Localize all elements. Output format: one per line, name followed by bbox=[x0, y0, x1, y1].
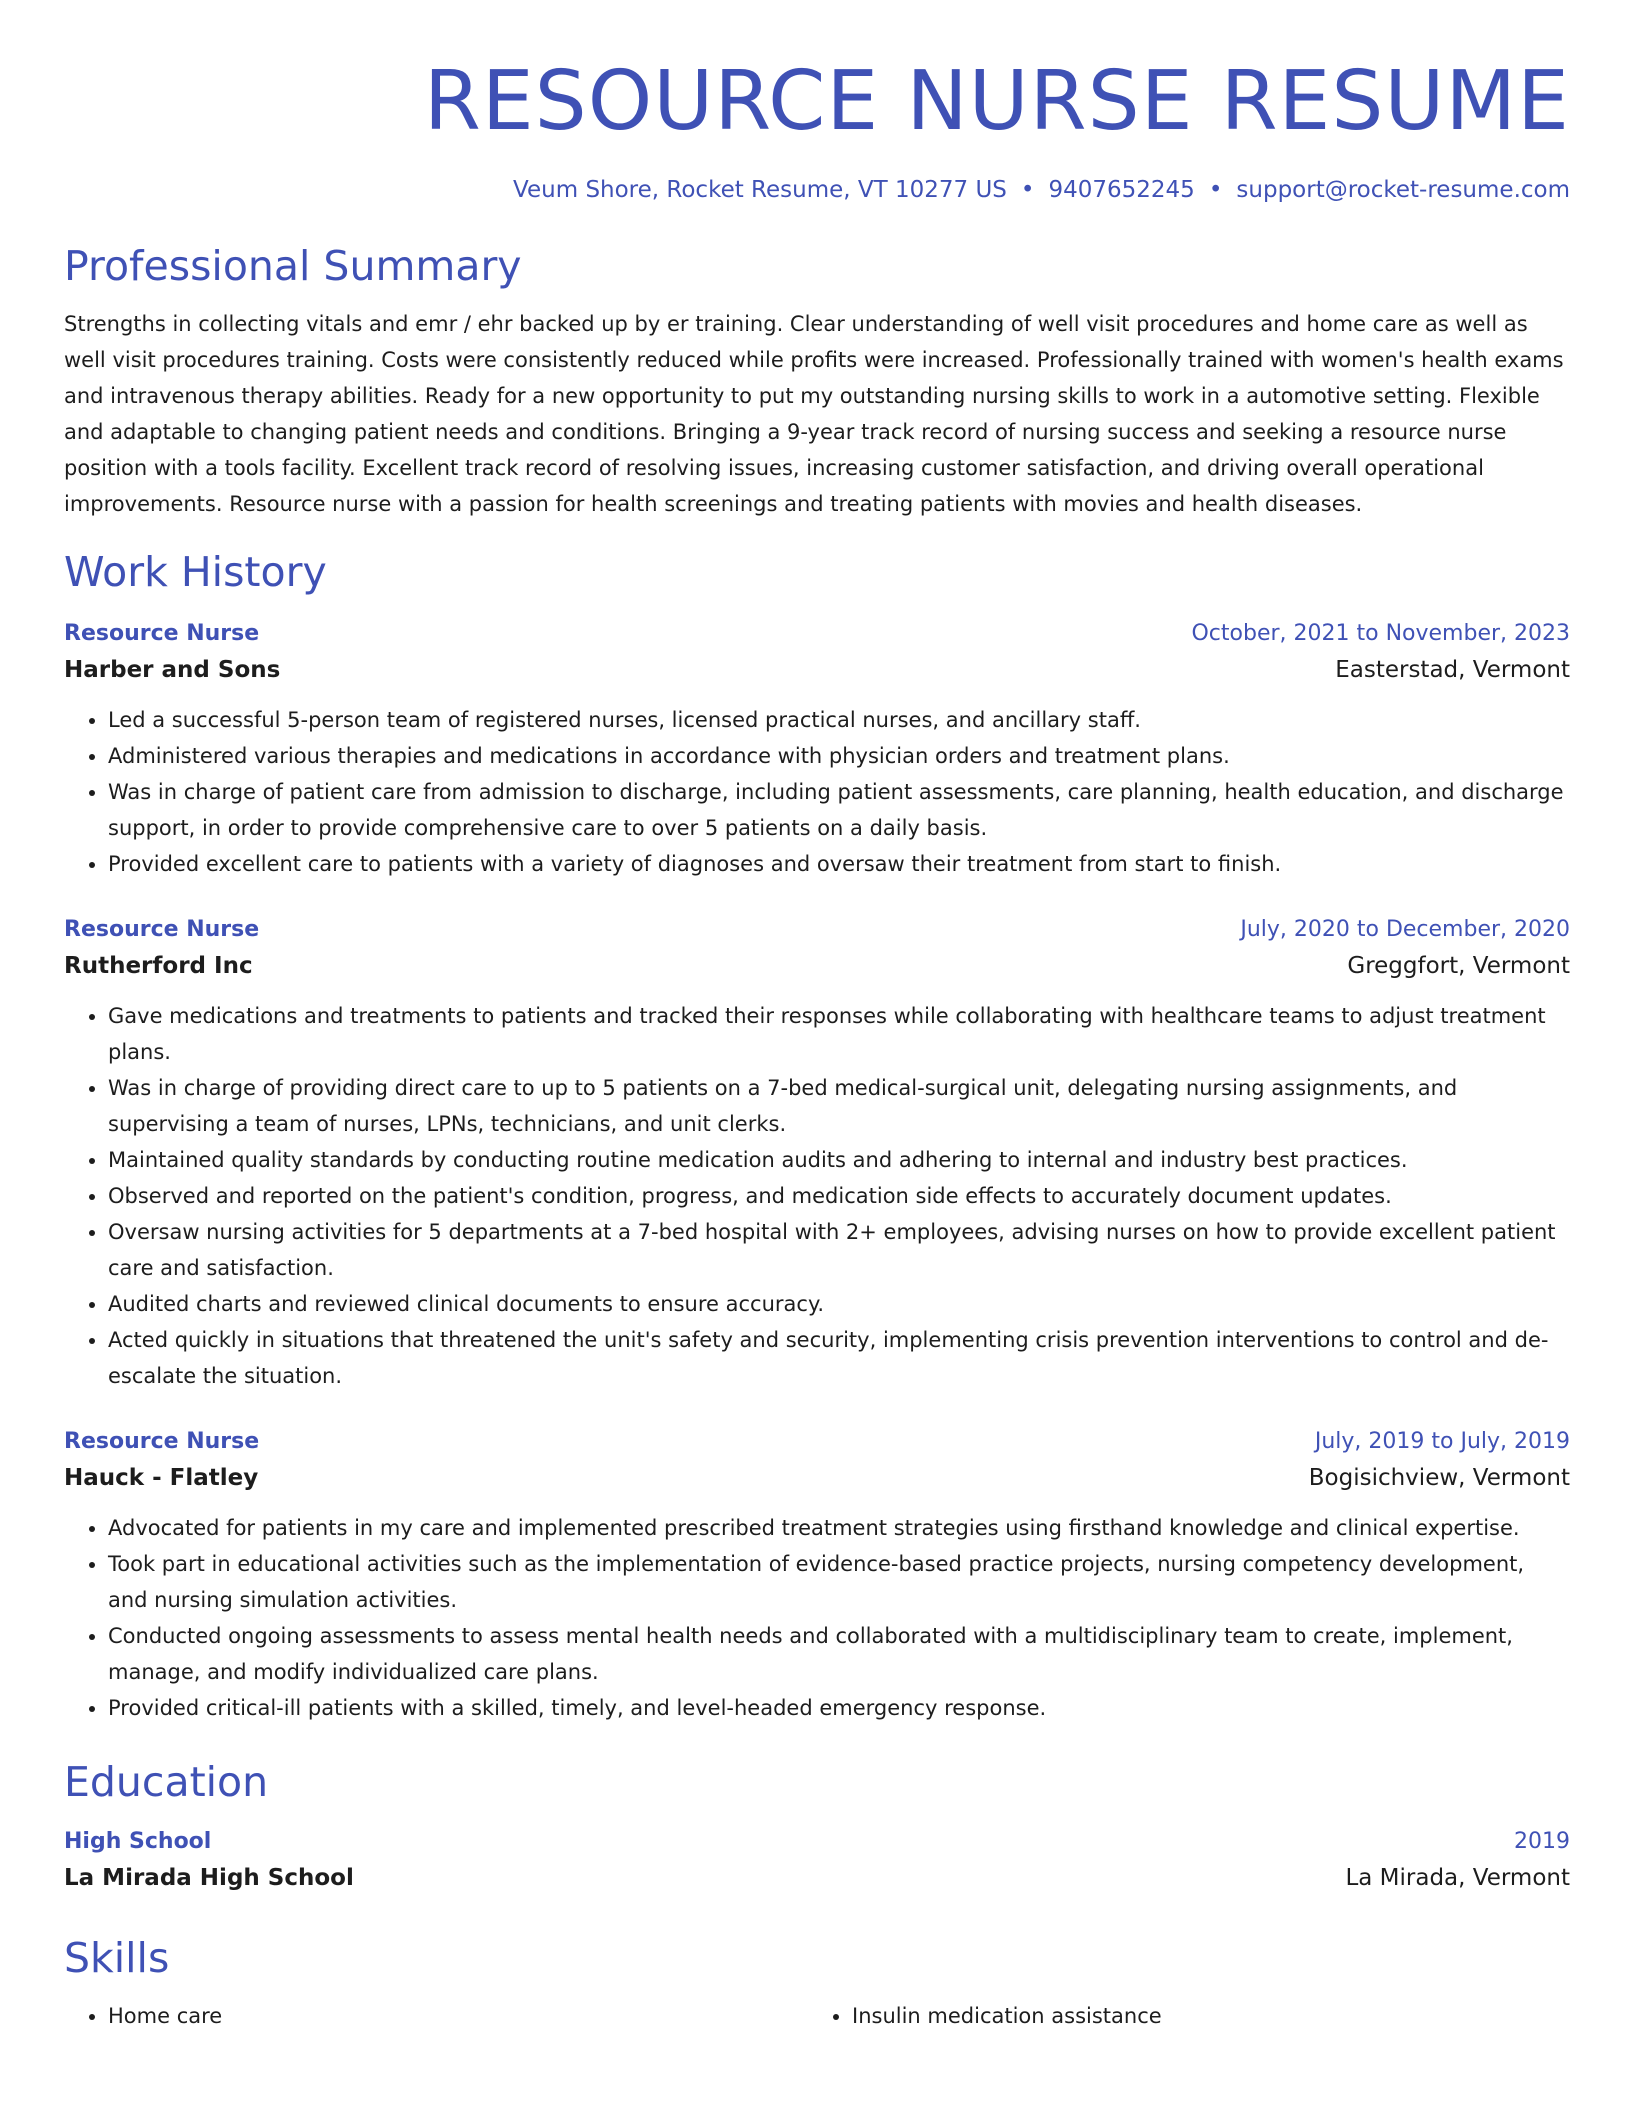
resume-page bbox=[64, 0, 1570, 2034]
job-dates: October, 2021 to November, 2023 bbox=[1191, 621, 1570, 646]
job-bullet: • Observed and reported on the patient's condition, progress, and medication side effects to accurately document updates. bbox=[108, 1178, 1570, 1214]
job-bullet: • Took part in educational activities such as the implementation of evidence-based practice projects, nursing competency development, and nursing simulation activities. bbox=[108, 1546, 1570, 1618]
job-bullet: • Audited charts and reviewed clinical documents to ensure accuracy. bbox=[108, 1286, 1570, 1322]
job-bullet: • Was in charge of providing direct care to up to 5 patients on a 7-bed medical-surgical unit, delegating nursing assignments, and supervising a team of nurses, LPNs, technicians, and unit clerks. bbox=[108, 1070, 1570, 1142]
education-entry bbox=[64, 1824, 1570, 1896]
section-title-education: Education bbox=[64, 1758, 269, 1806]
skills-column bbox=[808, 1998, 1552, 2034]
job-entry bbox=[64, 1424, 1570, 1726]
section-title-work-history: Work History bbox=[64, 548, 327, 596]
summary-text: Strengths in collecting vitals and emr / ehr backed up by er training. Clear understanding of well visit procedures and home care as well as well visit procedures training. Costs were consistently reduced while profits were increased. Professionally trained with women's health exams and intravenous therapy abilities. Ready for a new opportunity to put my outstanding nursing skills to work in a automotive setting. Flexible and adaptable to changing patient needs and conditions. Bringing a 9-year track record of nursing success and seeking a resource nurse position with a tools facility. Excellent track record of resolving issues, increasing customer satisfaction, and driving overall operational improvements. Resource nurse with a passion for health screenings and treating patients with movies and health diseases. bbox=[64, 312, 1564, 516]
contact-separator: • bbox=[1020, 177, 1035, 203]
job-bullet: • Gave medications and treatments to patients and tracked their responses while collaborating with healthcare teams to adjust treatment plans. bbox=[108, 998, 1570, 1070]
contact-separator: • bbox=[1208, 177, 1223, 203]
job-title: Resource Nurse bbox=[64, 1429, 260, 1454]
contact-phone: 9407652245 bbox=[1048, 177, 1195, 203]
job-bullet: • Oversaw nursing activities for 5 departments at a 7-bed hospital with 2+ employees, advising nurses on how to provide excellent patient care and satisfaction. bbox=[108, 1214, 1570, 1286]
skill-item: • Home care bbox=[108, 1998, 808, 2034]
skill-item: • Insulin medication assistance bbox=[852, 1998, 1552, 2034]
contact-line bbox=[64, 174, 1570, 206]
education-year: 2019 bbox=[1514, 1829, 1570, 1854]
skills-list bbox=[64, 1998, 1570, 2034]
resume-title: RESOURCE NURSE RESUME bbox=[423, 54, 1570, 149]
skills-column bbox=[64, 1998, 808, 2034]
job-bullet: • Provided critical-ill patients with a skilled, timely, and level-headed emergency response. bbox=[108, 1690, 1570, 1726]
job-bullet: • Provided excellent care to patients with a variety of diagnoses and oversaw their treatment from start to finish. bbox=[108, 846, 1570, 882]
job-company: Harber and Sons bbox=[64, 657, 281, 683]
job-dates: July, 2019 to July, 2019 bbox=[1314, 1429, 1570, 1454]
job-bullet: • Maintained quality standards by conducting routine medication audits and adhering to internal and industry best practices. bbox=[108, 1142, 1570, 1178]
job-location: Greggfort, Vermont bbox=[1347, 953, 1570, 979]
job-bullets bbox=[64, 1510, 1570, 1726]
job-bullet: • Advocated for patients in my care and implemented prescribed treatment strategies using firsthand knowledge and clinical expertise. bbox=[108, 1510, 1570, 1546]
contact-email[interactable]: support@rocket-resume.com bbox=[1236, 177, 1570, 203]
job-bullet: • Led a successful 5-person team of registered nurses, licensed practical nurses, and ancillary staff. bbox=[108, 702, 1570, 738]
job-company: Rutherford Inc bbox=[64, 953, 253, 979]
job-entry bbox=[64, 616, 1570, 882]
job-title: Resource Nurse bbox=[64, 917, 260, 942]
job-bullets bbox=[64, 702, 1570, 882]
job-bullet: • Acted quickly in situations that threatened the unit's safety and security, implementing crisis prevention interventions to control and de-escalate the situation. bbox=[108, 1322, 1570, 1394]
job-bullet: • Administered various therapies and medications in accordance with physician orders and treatment plans. bbox=[108, 738, 1570, 774]
section-title-summary: Professional Summary bbox=[64, 242, 522, 290]
contact-address: Veum Shore, Rocket Resume, VT 10277 US bbox=[513, 177, 1007, 203]
education-school: La Mirada High School bbox=[64, 1865, 354, 1891]
job-dates: July, 2020 to December, 2020 bbox=[1240, 917, 1570, 942]
job-bullet: • Was in charge of patient care from admission to discharge, including patient assessments, care planning, health education, and discharge support, in order to provide comprehensive care to over 5 patients on a daily basis. bbox=[108, 774, 1570, 846]
job-company: Hauck - Flatley bbox=[64, 1465, 259, 1491]
job-entry bbox=[64, 912, 1570, 1394]
job-bullets bbox=[64, 998, 1570, 1394]
section-title-skills: Skills bbox=[64, 1934, 170, 1982]
job-bullet: • Conducted ongoing assessments to assess mental health needs and collaborated with a multidisciplinary team to create, implement, manage, and modify individualized care plans. bbox=[108, 1618, 1570, 1690]
job-title: Resource Nurse bbox=[64, 621, 260, 646]
education-location: La Mirada, Vermont bbox=[1345, 1865, 1570, 1891]
job-location: Bogisichview, Vermont bbox=[1308, 1465, 1570, 1491]
job-location: Easterstad, Vermont bbox=[1335, 657, 1570, 683]
education-degree: High School bbox=[64, 1829, 212, 1854]
